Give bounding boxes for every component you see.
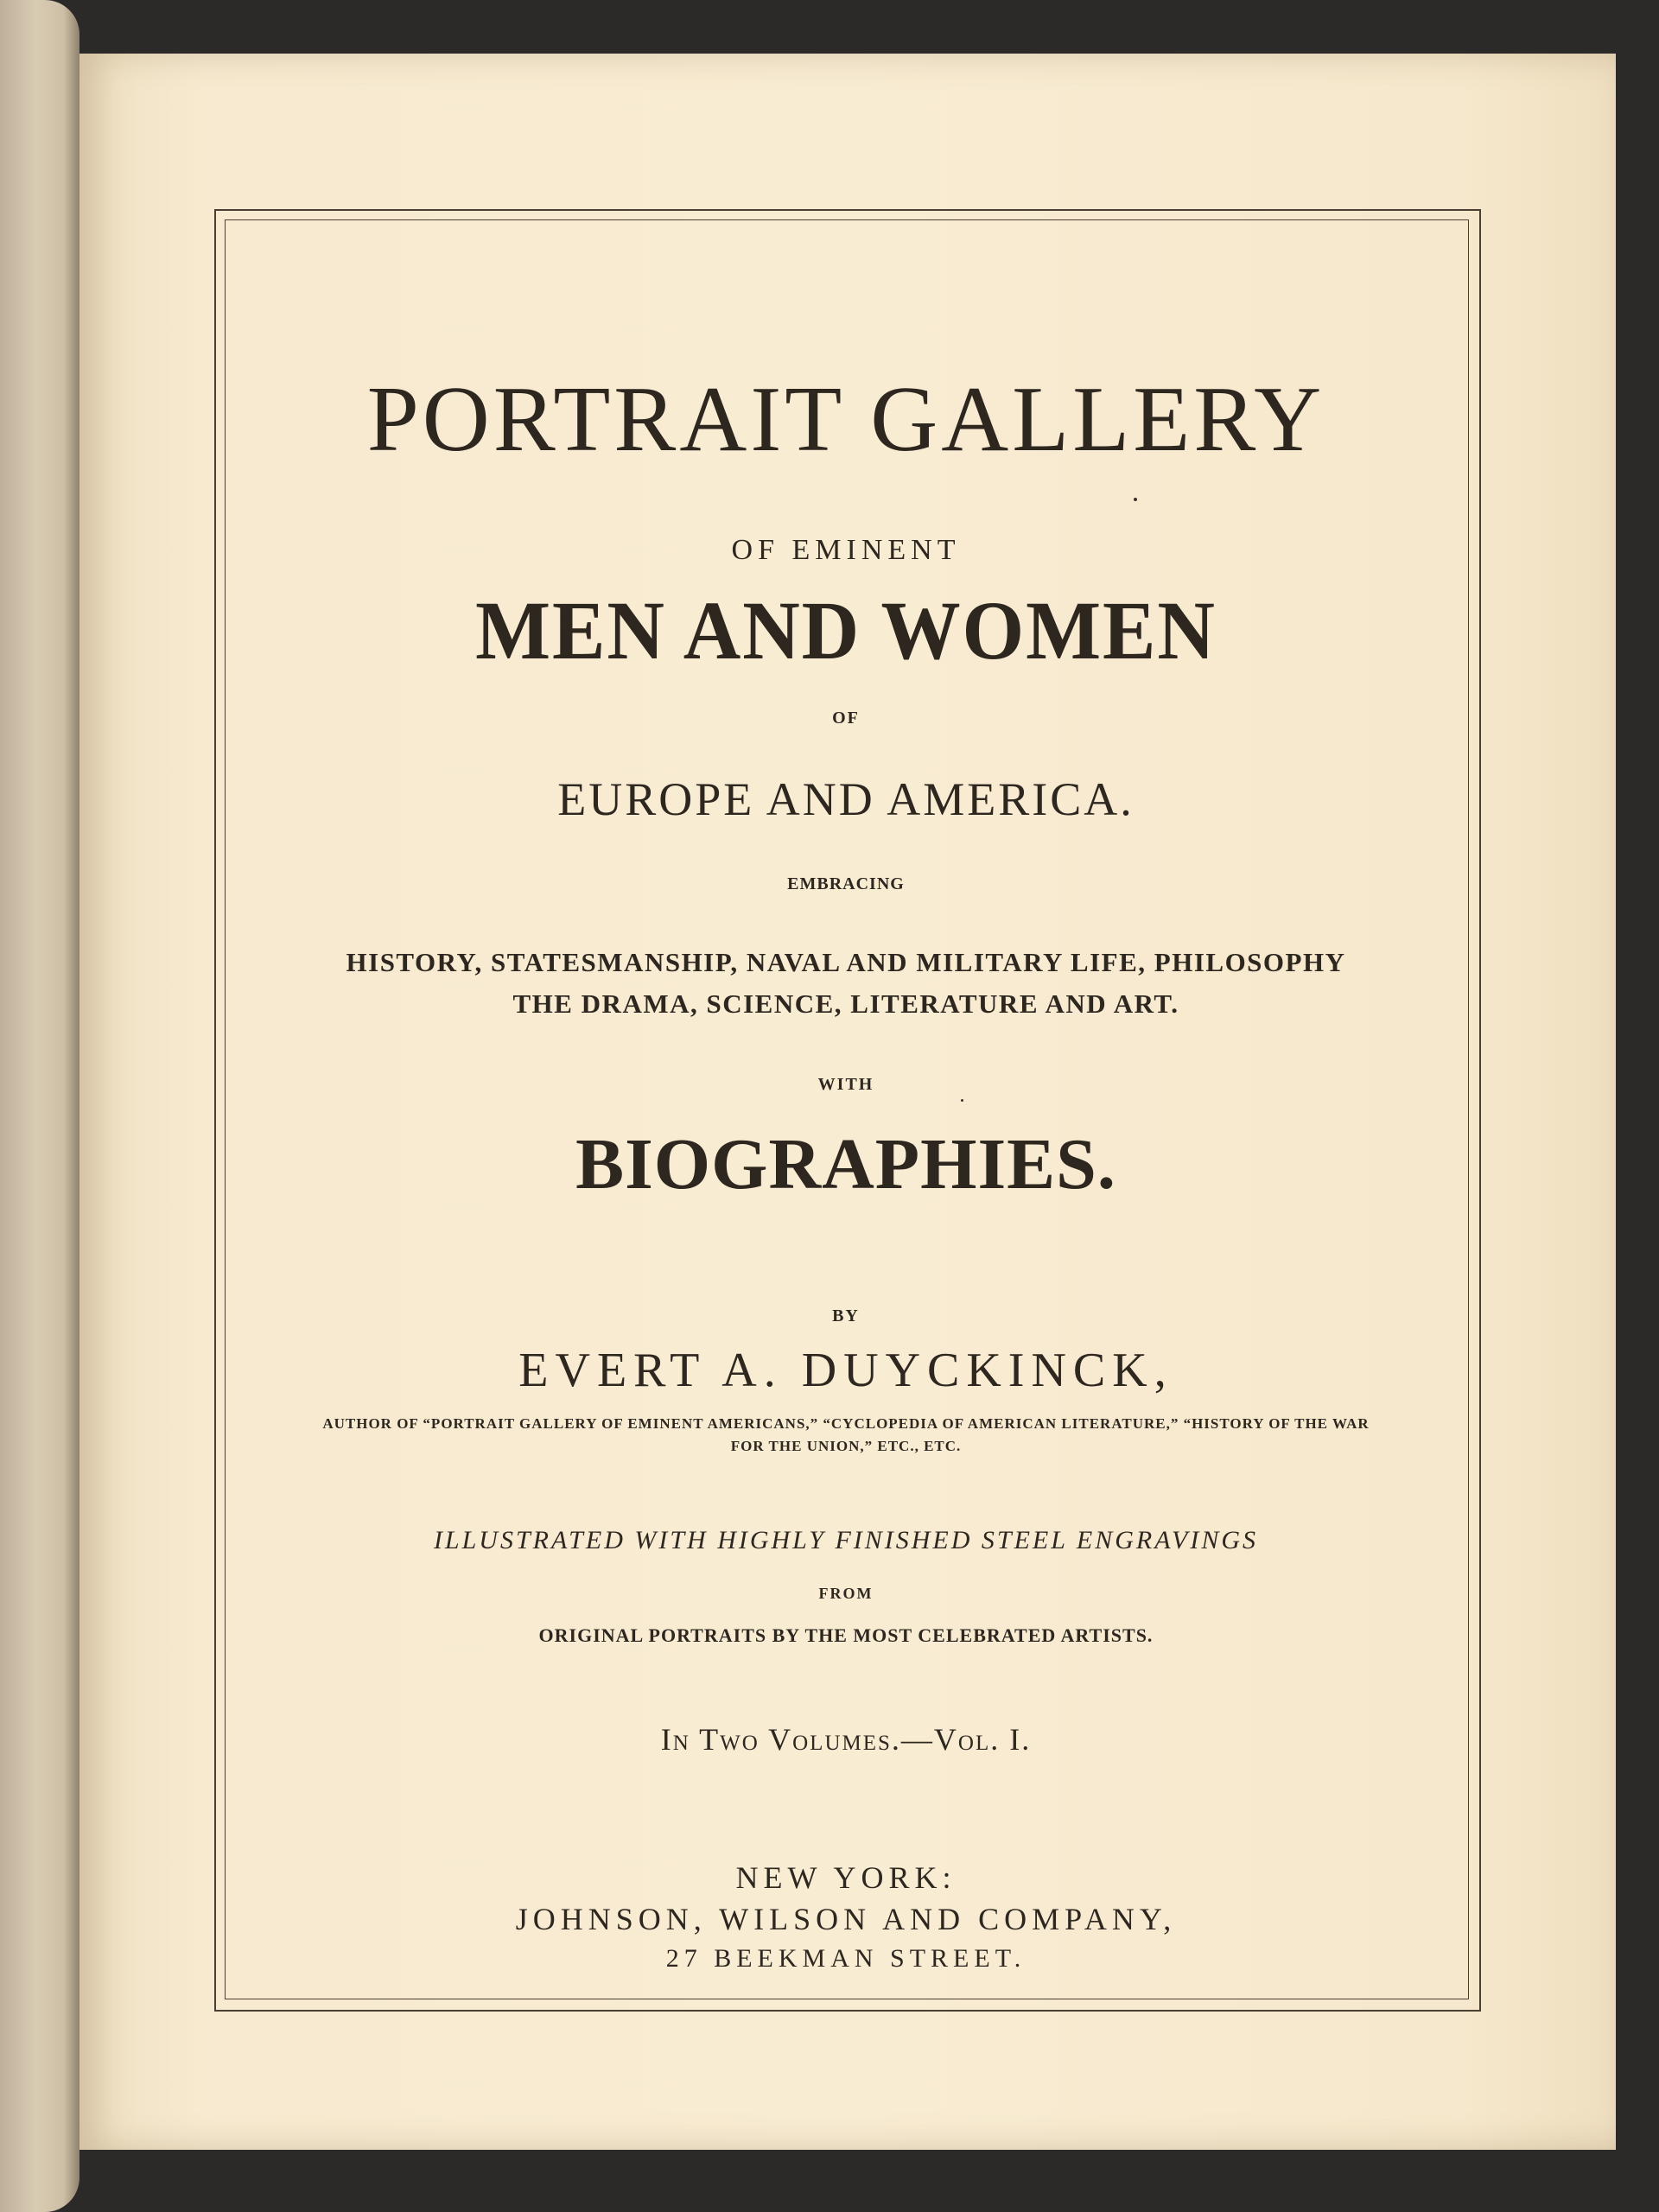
by-label: BY <box>832 1306 860 1325</box>
subtitle-men-and-women: MEN AND WOMEN <box>475 584 1217 677</box>
imprint-city: NEW YORK: <box>735 1860 957 1895</box>
subjects-line-2: THE DRAMA, SCIENCE, LITERATURE AND ART. <box>512 988 1179 1019</box>
author-credits-line-1: AUTHOR OF “PORTRAIT GALLERY OF EMINENT AMERICANS,” “CYCLOPEDIA OF AMERICAN LITERATURE,” “HISTORY OF THE WAR <box>322 1415 1370 1432</box>
book-title: PORTRAIT GALLERY <box>366 368 1325 471</box>
imprint-address: 27 BEEKMAN STREET. <box>665 1944 1027 1973</box>
from-label: FROM <box>818 1585 874 1602</box>
ink-speck <box>961 1099 963 1102</box>
ink-speck <box>1134 498 1137 501</box>
title-page <box>79 54 1616 2150</box>
imprint-publisher: JOHNSON, WILSON AND COMPANY, <box>515 1902 1177 1936</box>
author-credits-line-2: FOR THE UNION,” ETC., ETC. <box>730 1438 962 1454</box>
biographies-heading: BIOGRAPHIES. <box>575 1124 1116 1205</box>
subtitle-region: EUROPE AND AMERICA. <box>557 773 1135 825</box>
subtitle-of-eminent: OF EMINENT <box>731 534 961 566</box>
embracing-label: EMBRACING <box>787 874 905 893</box>
subjects-line-1: HISTORY, STATESMANSHIP, NAVAL AND MILITARY LIFE, PHILOSOPHY <box>346 947 1346 977</box>
original-portraits-line: ORIGINAL PORTRAITS BY THE MOST CELEBRATED ARTISTS. <box>538 1624 1154 1646</box>
volume-statement: In Two Volumes.—Vol. I. <box>660 1722 1032 1757</box>
with-label: WITH <box>817 1075 874 1094</box>
illustrated-line: ILLUSTRATED WITH HIGHLY FINISHED STEEL ENGRAVINGS <box>433 1526 1259 1554</box>
author-name: EVERT A. DUYCKINCK, <box>518 1344 1173 1397</box>
facing-page-edge <box>0 0 79 2212</box>
subtitle-of: OF <box>832 709 860 728</box>
